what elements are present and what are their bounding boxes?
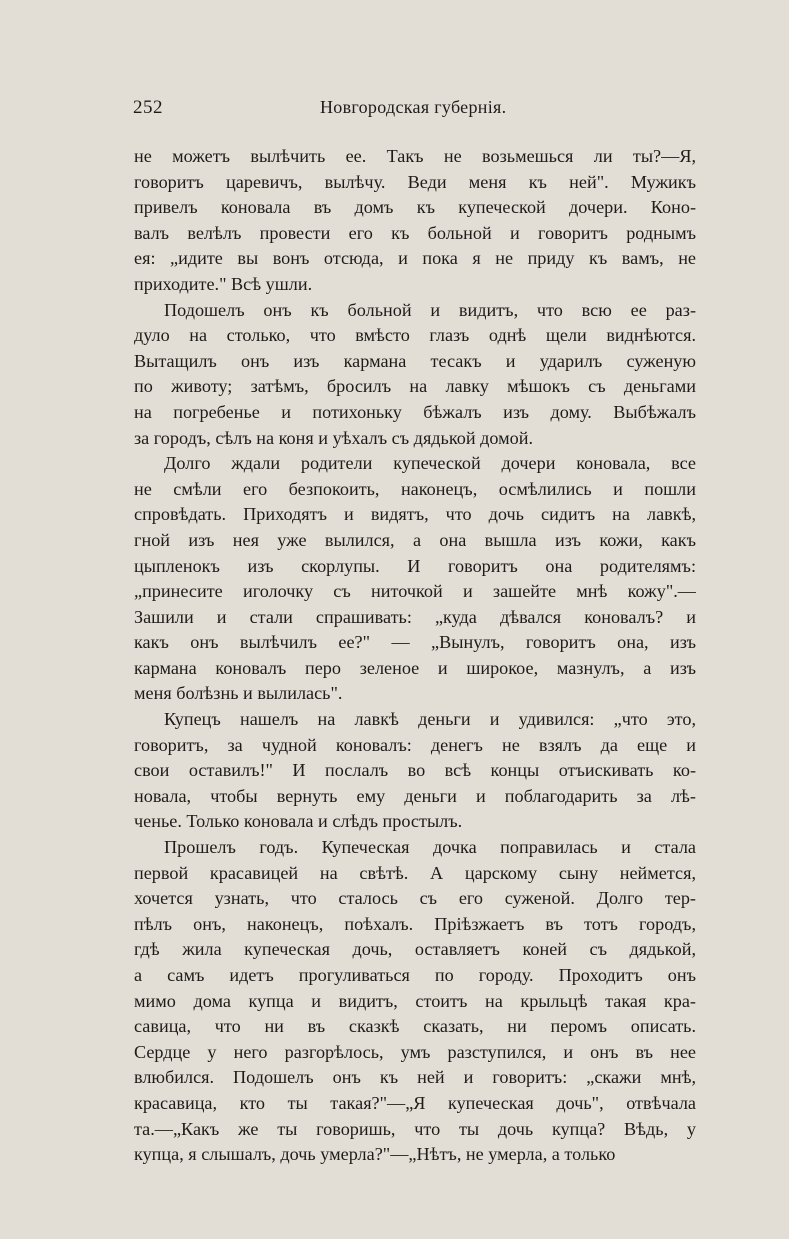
text-line: мимо дома купца и видитъ, стоитъ на крыльцѣ такая кра- [134,990,696,1011]
text-line: Купецъ нашелъ на лавкѣ деньги и удивился: „что это, [164,709,696,730]
text-line: ченье. Только коновала и слѣдъ простылъ. [134,811,463,832]
paragraph [134,835,696,1168]
page-number: 252 [133,97,163,118]
text-line: на погребенье и потихоньку бѣжалъ изъ дому. Выбѣжалъ [134,401,696,422]
text-line: Подошелъ онъ къ больной и видитъ, что всю ее раз- [164,299,696,320]
text-line: дуло на столько, что вмѣсто глазъ однѣ щели виднѣются. [134,325,696,346]
text-line: красавица, кто ты такая?"—„Я купеческая дочь", отвѣчала [134,1092,696,1113]
body-text [134,144,696,1168]
text-line: Зашили и стали спрашивать: „куда дѣвался коновалъ? и [134,606,696,627]
running-title: Новгородская губернія. [320,97,507,117]
text-line: какъ онъ вылѣчилъ ее?" — „Вынулъ, говоритъ она, изъ [134,632,696,653]
text-line: Прошелъ годъ. Купеческая дочка поправилась и стала [164,837,696,858]
paragraph [134,451,696,707]
text-line: первой красавицей на свѣтѣ. А царскому сыну неймется, [134,862,696,883]
paragraph [134,144,696,298]
page-header [133,97,696,127]
text-line: Вытащилъ онъ изъ кармана тесакъ и ударилъ суженую [134,350,696,371]
text-line: говоритъ, за чудной коновалъ: денегъ не взялъ да еще и [134,734,696,755]
text-line: не смѣли его безпокоить, наконецъ, осмѣлились и пошли [134,478,696,499]
text-line: привелъ коновала въ домъ къ купеческой дочери. Коно- [134,197,696,218]
text-line: новала, чтобы вернуть ему деньги и поблагодарить за лѣ- [134,785,696,806]
text-line: по животу; затѣмъ, бросилъ на лавку мѣшокъ съ деньгами [134,376,696,397]
text-line: а самъ идетъ прогуливаться по городу. Проходитъ онъ [134,965,696,985]
text-line: спровѣдать. Приходятъ и видятъ, что дочь сидитъ на лавкѣ, [134,504,696,525]
text-line: купца, я слышалъ, дочь умерла?"—„Нѣтъ, не умерла, а только [134,1144,616,1165]
paragraph [134,298,696,452]
paragraph [134,707,696,835]
text-line: та.—„Какъ же ты говоришь, что ты дочь купца? Вѣдь, у [134,1118,696,1139]
text-line: говоритъ царевичъ, вылѣчу. Веди меня къ ней". Мужикъ [134,171,696,192]
text-line: хочется узнать, что сталось съ его суженой. Долго тер- [134,888,696,909]
text-line: гной изъ нея уже вылился, а она вышла изъ кожи, какъ [134,529,696,550]
text-line: пѣлъ онъ, наконецъ, поѣхалъ. Пріѣзжаетъ въ тотъ городъ, [134,913,696,934]
text-line: свои оставилъ!" И послалъ во всѣ концы отъискивать ко- [134,760,696,781]
text-line: приходите." Всѣ ушли. [134,273,313,294]
text-line: Долго ждали родители купеческой дочери коновала, все [164,453,696,474]
text-line: Сердце у него разгорѣлось, умъ разступился, и онъ въ нее [134,1041,696,1062]
text-line: не можетъ вылѣчить ее. Такъ не возьмешься ли ты?—Я, [134,146,696,166]
text-line: влюбился. Подошелъ онъ къ ней и говоритъ: „скажи мнѣ, [134,1067,696,1088]
text-line: кармана коновалъ перо зеленое и широкое, мазнулъ, а изъ [134,657,696,678]
text-line: валъ велѣлъ провести его къ больной и говоритъ роднымъ [134,222,696,243]
text-line: меня болѣзнь и вылилась". [134,683,343,704]
text-line: „принесите иголочку съ ниточкой и зашейте мнѣ кожу".— [134,581,696,602]
text-line: ея: „идите вы вонъ отсюда, и пока я не приду къ вамъ, не [134,248,696,269]
text-line: цыпленокъ изъ скорлупы. И говоритъ она родителямъ: [134,555,696,576]
text-line: савица, что ни въ сказкѣ сказать, ни перомъ описать. [134,1016,696,1037]
text-line: за городъ, сѣлъ на коня и уѣхалъ съ дядькой домой. [134,427,534,448]
text-line: гдѣ жила купеческая дочь, оставляетъ коней съ дядькой, [134,939,696,960]
